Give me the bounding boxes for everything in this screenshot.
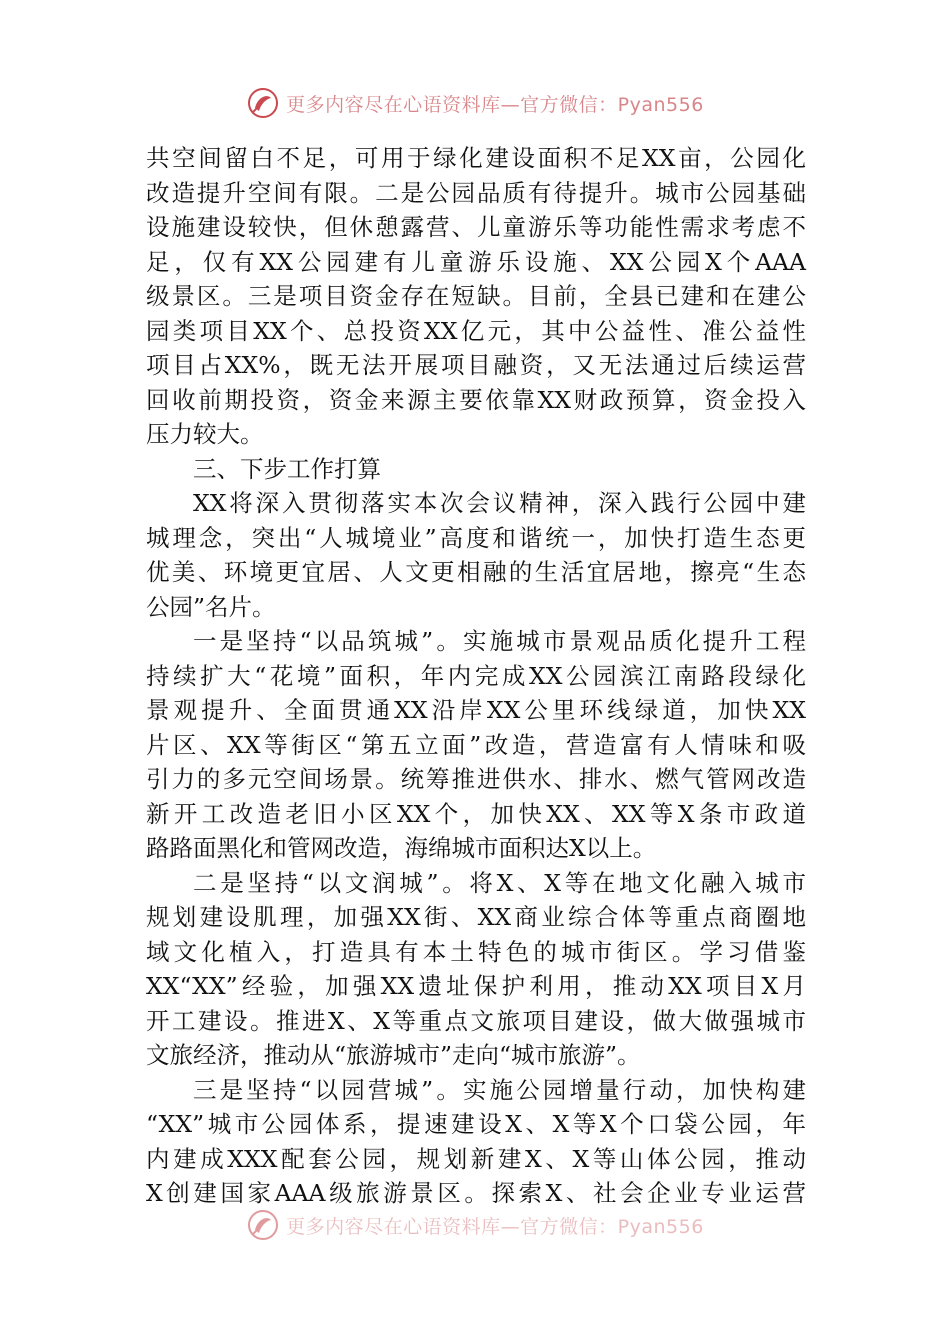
text-line: 改造提升空间有限。二是公园品质有待提升。城市公园基础 <box>146 178 806 207</box>
text-line: 共空间留白不足，可用于绿化建设面积不足XX亩，公园化 <box>146 144 806 172</box>
text-line: 项目占XX%，既无法开展项目融资，又无法通过后续运营 <box>146 351 806 379</box>
document-body <box>146 141 806 1211</box>
text-line: 设施建设较快，但休憩露营、儿童游乐等功能性需求考虑不 <box>146 213 806 241</box>
text-line: 持续扩大“花境”面积，年内完成XX公园滨江南路段绿化 <box>146 661 806 690</box>
text-line: 足，仅有XX公园建有儿童游乐设施、XX公园X个AAA <box>146 247 806 276</box>
text-line: “XX”城市公园体系，提速建设X、X等X个口袋公园，年 <box>146 1110 806 1138</box>
logo-icon <box>246 1208 280 1242</box>
text-line: 开工建设。推进X、X等重点文旅项目建设，做大做强城市 <box>146 1006 806 1035</box>
text-line: X创建国家AAA级旅游景区。探索X、社会企业专业运营 <box>146 1179 806 1207</box>
watermark-text: 更多内容尽在心语资料库—官方微信：Pyan556 <box>286 1215 704 1238</box>
text-line: 回收前期投资，资金来源主要依靠XX财政预算，资金投入 <box>146 385 806 414</box>
text-line: 二是坚持“以文润城”。将X、X等在地文化融入城市 <box>193 868 806 897</box>
text-line: 域文化植入，打造具有本土特色的城市街区。学习借鉴 <box>146 937 806 966</box>
text-line: 片区、XX等街区“第五立面”改造，营造富有人情味和吸 <box>146 730 806 759</box>
text-line: XX将深入贯彻落实本次会议精神，深入践行公园中建 <box>193 489 806 517</box>
text-line: 压力较大。 <box>146 420 264 448</box>
text-line: 公园”名片。 <box>146 592 276 621</box>
logo-icon <box>246 86 280 120</box>
text-line: 文旅经济，推动从“旅游城市”走向“城市旅游”。 <box>146 1041 641 1069</box>
text-line: 园类项目XX个、总投资XX亿元，其中公益性、准公益性 <box>146 316 806 345</box>
text-line: 新开工改造老旧小区XX个，加快XX、XX等X条市政道 <box>146 799 806 828</box>
watermark-text: 更多内容尽在心语资料库—官方微信：Pyan556 <box>286 93 704 116</box>
text-line: 三是坚持“以园营城”。实施公园增量行动，加快构建 <box>193 1075 806 1104</box>
text-line: 路路面黑化和管网改造，海绵城市面积达X以上。 <box>146 834 657 862</box>
text-line: 级景区。三是项目资金存在短缺。目前，全县已建和在建公 <box>146 282 806 310</box>
text-line: 景观提升、全面贯通XX沿岸XX公里环线绿道，加快XX <box>146 696 806 724</box>
watermark-footer <box>0 1208 950 1242</box>
section-heading: 三、下步工作打算 <box>193 454 381 483</box>
text-line: 一是坚持“以品筑城”。实施城市景观品质化提升工程 <box>193 627 806 655</box>
watermark-header <box>0 86 950 120</box>
text-line: 城理念，突出“人城境业”高度和谐统一，加快打造生态更 <box>146 523 806 552</box>
text-line: 优美、环境更宜居、人文更相融的生活宜居地，擦亮“生态 <box>146 558 806 586</box>
text-line: 规划建设肌理，加强XX街、XX商业综合体等重点商圈地 <box>146 903 806 931</box>
text-line: 内建成XXX配套公园，规划新建X、X等山体公园，推动 <box>146 1144 806 1173</box>
text-line: 引力的多元空间场景。统筹推进供水、排水、燃气管网改造 <box>146 765 806 793</box>
text-line: XX“XX”经验，加强XX遗址保护利用，推动XX项目X月 <box>146 972 806 1000</box>
